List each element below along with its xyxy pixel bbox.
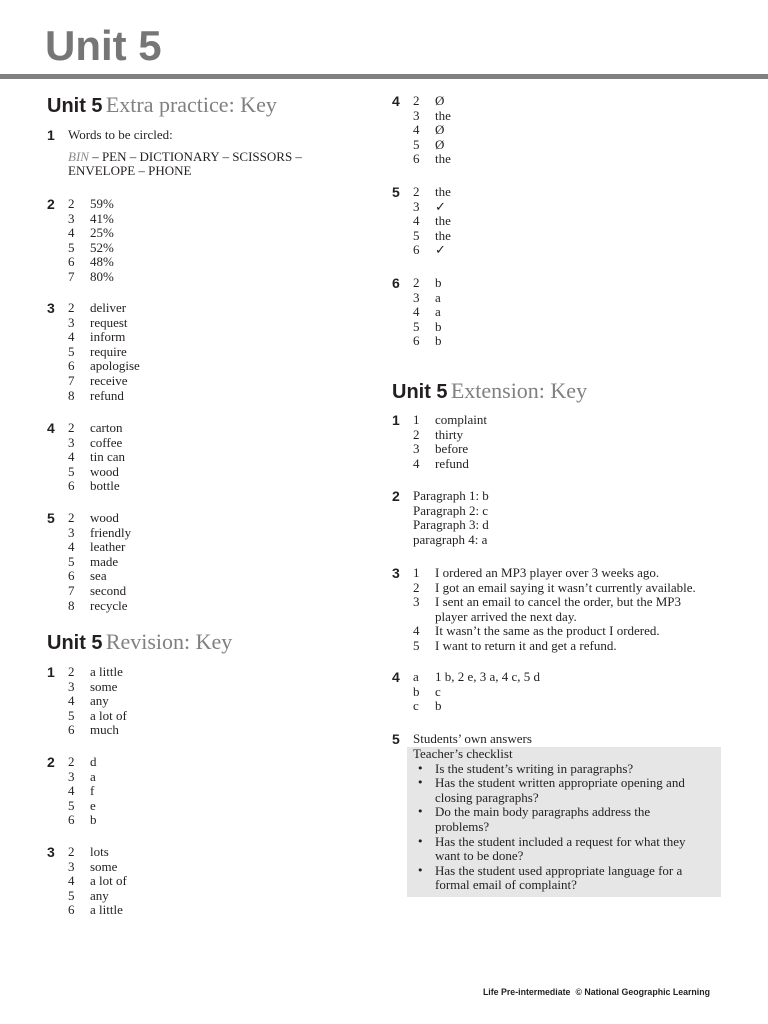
answer-row (392, 566, 712, 581)
extra-practice-exercise-1 (47, 128, 367, 179)
extension-exercise-2 (392, 489, 712, 547)
answer-row (47, 860, 367, 875)
answer-text: 41% (90, 210, 114, 226)
item-number: 2 (68, 196, 75, 211)
item-number: 3 (68, 768, 75, 784)
item-number: 6 (413, 333, 420, 349)
checklist-item (407, 864, 721, 893)
item-number: 2 (68, 300, 75, 315)
answer-text: inform (90, 329, 126, 345)
exercise-number: 4 (47, 420, 55, 436)
answer-row (47, 845, 367, 860)
item-number: 3 (68, 434, 75, 450)
answer-text: b (435, 318, 442, 334)
item-letter: b (413, 683, 420, 699)
exercise-number: 4 (392, 93, 400, 109)
answer-row (392, 442, 712, 457)
item-number: 3 (68, 678, 75, 694)
item-number: 2 (68, 844, 75, 859)
answer-text: e (90, 797, 96, 813)
answer-text: c (435, 683, 441, 699)
answer-row (392, 200, 712, 215)
answer-row (47, 270, 367, 285)
exercise-number: 1 (47, 127, 55, 143)
answer-row (47, 197, 367, 212)
paragraph-answer: Paragraph 3: d (413, 517, 489, 533)
answer-row (47, 784, 367, 799)
answer-row (47, 359, 367, 374)
answer-text: d (90, 754, 97, 769)
item-number: 4 (413, 213, 420, 229)
heading-title: Extra practice: Key (105, 92, 277, 117)
exercise-number: 2 (392, 488, 400, 504)
extension-exercise-3 (392, 566, 712, 654)
answer-row (47, 374, 367, 389)
answer-row (392, 624, 712, 639)
answer-text: Students’ own answers (413, 731, 532, 746)
revision-exercise-4 (392, 94, 712, 167)
answer-text: a lot of (90, 873, 127, 889)
exercise-number: 5 (392, 731, 400, 747)
answer-text: wood (90, 463, 119, 479)
answer-row (392, 699, 712, 714)
item-number: 3 (68, 524, 75, 540)
example-word: BIN (68, 148, 89, 164)
extension-exercise-5 (392, 732, 712, 747)
item-number: 5 (68, 553, 75, 569)
bullet-icon: • (417, 834, 424, 848)
item-number: 3 (413, 594, 420, 610)
answer-text: Ø (435, 122, 445, 138)
item-number: 4 (413, 455, 420, 471)
extra-practice-exercise-3 (47, 301, 367, 403)
answer-row (47, 599, 367, 614)
answer-row (47, 540, 367, 555)
answer-row (47, 511, 367, 526)
item-number: 6 (68, 358, 75, 374)
item-number: 2 (413, 184, 420, 199)
answer-text: I got an email saying it wasn’t currently available. (435, 579, 696, 595)
item-number: 6 (68, 722, 75, 738)
answer-row (47, 680, 367, 695)
item-number: 1 (413, 565, 420, 580)
answer-text: a lot of (90, 707, 127, 723)
answer-text: some (90, 678, 118, 694)
answer-text: before (435, 441, 469, 457)
item-number: 7 (68, 582, 75, 598)
item-number: 5 (68, 797, 75, 813)
answer-row (47, 874, 367, 889)
item-number: 6 (68, 568, 75, 584)
item-number: 5 (413, 136, 420, 152)
circled-words (47, 150, 318, 179)
item-number: 7 (68, 268, 75, 284)
answer-row (392, 670, 712, 685)
item-number: 8 (68, 597, 75, 613)
answer-text: It wasn’t the same as the product I ordered. (435, 623, 660, 639)
item-number: 5 (68, 463, 75, 479)
answer-text: 25% (90, 225, 114, 241)
answer-text: b (435, 275, 442, 290)
answer-row (392, 291, 712, 306)
item-number: 6 (68, 902, 75, 918)
item-number: 4 (413, 122, 420, 138)
heading-unit: Unit 5 (47, 632, 103, 654)
item-number: 1 (413, 412, 420, 427)
answer-text: a (435, 304, 441, 320)
answer-row (47, 301, 367, 316)
revision-exercise-3 (47, 845, 367, 918)
answer-text: 59% (90, 196, 114, 211)
checklist-item-text: Has the student included a request for what they want to be done? (435, 833, 686, 864)
answer-text: complaint (435, 412, 487, 427)
answer-row (47, 889, 367, 904)
revision-exercise-2 (47, 755, 367, 828)
answer-row (47, 330, 367, 345)
answer-text: a (435, 289, 441, 305)
answer-text: coffee (90, 434, 123, 450)
answer-row (392, 413, 712, 428)
answer-row (47, 421, 367, 436)
answer-text: leather (90, 539, 126, 555)
item-number: 2 (413, 93, 420, 108)
answer-text: I sent an email to cancel the order, but the MP3 player arrived the next day. (435, 594, 682, 624)
item-number: 2 (413, 426, 420, 442)
item-number: 4 (68, 693, 75, 709)
checklist-item (407, 805, 721, 834)
item-number: 6 (68, 812, 75, 828)
checklist-item (407, 835, 721, 864)
heading-title: Extension: Key (450, 378, 588, 403)
item-number: 8 (68, 387, 75, 403)
paragraph-answer: Paragraph 2: c (413, 502, 489, 518)
answer-text: 48% (90, 254, 114, 270)
answer-text: refund (435, 455, 469, 471)
answer-row (392, 685, 712, 700)
extension-exercise-4 (392, 670, 712, 714)
item-number: 4 (68, 539, 75, 555)
bullet-icon: • (417, 776, 424, 790)
item-number: 5 (413, 227, 420, 243)
answer-text: the (435, 213, 451, 229)
teachers-checklist-box (407, 747, 721, 897)
answer-text: a little (90, 902, 123, 918)
item-number: 3 (68, 858, 75, 874)
item-number: 4 (68, 329, 75, 345)
answer-row (392, 109, 712, 124)
item-letter: c (413, 698, 419, 714)
answer-text: tin can (90, 449, 126, 465)
item-number: 4 (68, 873, 75, 889)
answer-text: a little (90, 664, 123, 679)
answer-row (47, 526, 367, 541)
checklist-title: Teacher’s checklist (413, 746, 513, 761)
answer-text: the (435, 227, 451, 243)
answer-text: any (90, 887, 109, 903)
answer-row (47, 770, 367, 785)
exercise-number: 3 (392, 565, 400, 581)
item-number: 5 (68, 239, 75, 255)
bullet-icon: • (417, 761, 424, 775)
answer-row (47, 345, 367, 360)
answer-text: the (435, 151, 451, 167)
answer-text: lots (90, 844, 109, 859)
answer-row (47, 450, 367, 465)
exercise-number: 3 (47, 844, 55, 860)
answer-row (47, 465, 367, 480)
exercise-number: 2 (47, 754, 55, 770)
answer-text: Ø (435, 136, 445, 152)
exercise-number: 2 (47, 196, 55, 212)
answer-text: second (90, 582, 127, 598)
answer-row (47, 723, 367, 738)
answer-row (47, 813, 367, 828)
item-number: 5 (68, 887, 75, 903)
answer-text: the (435, 184, 451, 199)
item-number: 2 (413, 275, 420, 290)
item-number: 6 (413, 242, 420, 258)
answer-row (392, 276, 712, 291)
exercise-number: 3 (47, 300, 55, 316)
answer-row (392, 334, 712, 349)
book-title: Life Pre-intermediate (482, 987, 571, 997)
answer-text: thirty (435, 426, 464, 442)
answer-text: recycle (90, 597, 128, 613)
checklist-item (407, 776, 721, 805)
page-title: Unit 5 (45, 22, 162, 69)
item-number: 5 (413, 318, 420, 334)
answer-text: b (435, 333, 442, 349)
answer-text: require (90, 343, 127, 359)
extra-practice-exercise-2 (47, 197, 367, 285)
item-letter: a (413, 669, 419, 684)
item-number: 2 (413, 579, 420, 595)
answer-text: carton (90, 420, 123, 435)
answer-row (392, 305, 712, 320)
checklist-item-text: Is the student’s writing in paragraphs? (435, 760, 634, 776)
answer-row (392, 214, 712, 229)
check-mark-icon: ✓ (435, 198, 446, 214)
checklist-item-text: Has the student used appropriate language for a formal email of complaint? (435, 862, 683, 893)
answer-row (47, 316, 367, 331)
item-number: 5 (413, 637, 420, 653)
heading-unit: Unit 5 (47, 95, 103, 117)
item-number: 3 (413, 107, 420, 123)
answer-text: 1 b, 2 e, 3 a, 4 c, 5 d (435, 669, 541, 684)
answer-row (392, 457, 712, 472)
checklist-item-text: Has the student written appropriate opening and closing paragraphs? (435, 775, 685, 805)
answer-text: b (90, 812, 97, 828)
answer-text: much (90, 722, 119, 738)
answer-row (47, 212, 367, 227)
item-number: 2 (68, 754, 75, 769)
exercise-number: 1 (392, 412, 400, 428)
answer-text: refund (90, 387, 124, 403)
item-number: 6 (413, 151, 420, 167)
item-number: 4 (68, 225, 75, 241)
revision-exercise-1 (47, 665, 367, 738)
answer-text: request (90, 314, 128, 330)
answer-row (47, 436, 367, 451)
answer-row (392, 138, 712, 153)
instruction: Words to be circled: (68, 127, 173, 142)
answer-text: made (90, 553, 119, 569)
heading-unit: Unit 5 (392, 381, 448, 403)
answer-text: I want to return it and get a refund. (435, 637, 617, 653)
exercise-number: 6 (392, 275, 400, 291)
item-number: 2 (68, 510, 75, 525)
checklist-item (407, 762, 721, 777)
answer-row (47, 241, 367, 256)
answer-row (47, 479, 367, 494)
answer-text: Ø (435, 93, 445, 108)
section-heading-extension (392, 380, 587, 405)
answer-row (47, 799, 367, 814)
answer-row (47, 694, 367, 709)
word-list: – PEN – DICTIONARY – SCISSORS – ENVELOPE – PHONE (68, 148, 302, 179)
exercise-number: 5 (392, 184, 400, 200)
item-number: 2 (68, 420, 75, 435)
page-footer (483, 986, 710, 998)
item-number: 2 (68, 664, 75, 679)
answer-row (47, 755, 367, 770)
answer-row (392, 229, 712, 244)
item-number: 6 (68, 478, 75, 494)
answer-row (47, 569, 367, 584)
extension-exercise-1 (392, 413, 712, 471)
section-heading-extra-practice (47, 94, 277, 119)
item-number: 3 (413, 198, 420, 214)
item-number: 4 (68, 449, 75, 465)
answer-row (47, 255, 367, 270)
revision-exercise-5 (392, 185, 712, 258)
item-number: 4 (413, 304, 420, 320)
answer-row (47, 903, 367, 918)
item-number: 3 (413, 441, 420, 457)
answer-text: some (90, 858, 118, 874)
heading-title: Revision: Key (105, 629, 233, 654)
answer-text: f (90, 783, 95, 799)
bullet-icon: • (417, 805, 424, 819)
bullet-icon: • (417, 863, 424, 877)
answer-row (392, 595, 712, 624)
copyright-notice: © National Geographic Learning (575, 987, 710, 997)
item-number: 3 (68, 210, 75, 226)
answer-row (47, 709, 367, 724)
item-number: 3 (413, 289, 420, 305)
paragraph-answer: paragraph 4: a (413, 531, 488, 547)
answer-text: friendly (90, 524, 132, 540)
answer-row (47, 665, 367, 680)
answer-row (392, 123, 712, 138)
answer-row (47, 389, 367, 404)
answer-row (392, 94, 712, 109)
answer-row (392, 243, 712, 258)
checklist-item-text: Do the main body paragraphs address the problems? (435, 804, 651, 834)
answer-row (392, 639, 712, 654)
exercise-number: 4 (392, 669, 400, 685)
answer-row (392, 320, 712, 335)
exercise-number: 1 (47, 664, 55, 680)
answer-text: apologise (90, 358, 140, 374)
item-number: 3 (68, 314, 75, 330)
answer-text: b (435, 698, 442, 714)
item-number: 6 (68, 254, 75, 270)
answer-row (392, 185, 712, 200)
extra-practice-exercise-4 (47, 421, 367, 494)
revision-exercise-6 (392, 276, 712, 349)
paragraph-answer: Paragraph 1: b (413, 488, 489, 503)
answer-row (392, 428, 712, 443)
answer-text: I ordered an MP3 player over 3 weeks ago. (435, 565, 660, 580)
item-number: 7 (68, 372, 75, 388)
answer-text: any (90, 693, 109, 709)
item-number: 5 (68, 343, 75, 359)
answer-text: deliver (90, 300, 127, 315)
answer-text: a (90, 768, 96, 784)
answer-text: 52% (90, 239, 114, 255)
answer-text: wood (90, 510, 119, 525)
answer-text: bottle (90, 478, 120, 494)
answer-text: sea (90, 568, 107, 584)
header-rule (0, 74, 768, 79)
answer-row (47, 226, 367, 241)
answer-row (392, 581, 712, 596)
exercise-number: 5 (47, 510, 55, 526)
answer-row (47, 584, 367, 599)
answer-text: 80% (90, 268, 114, 284)
item-number: 4 (413, 623, 420, 639)
answer-row (392, 152, 712, 167)
extra-practice-exercise-5 (47, 511, 367, 613)
check-mark-icon: ✓ (435, 242, 446, 258)
item-number: 4 (68, 783, 75, 799)
answer-text: receive (90, 372, 128, 388)
section-heading-revision (47, 631, 232, 656)
answer-row (47, 555, 367, 570)
item-number: 5 (68, 707, 75, 723)
answer-text: the (435, 107, 451, 123)
